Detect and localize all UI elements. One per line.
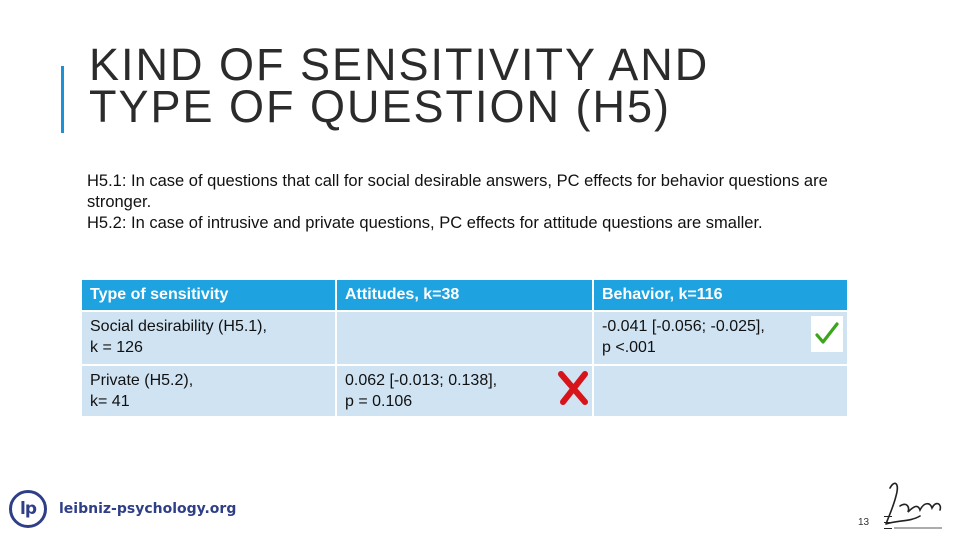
- leibniz-association-logo: [880, 476, 950, 534]
- results-table: [80, 278, 849, 418]
- cell-text: -0.041 [-0.056; -0.025], p <.001: [602, 318, 765, 356]
- cell-text: Social desirability (H5.1), k = 126: [90, 318, 267, 356]
- table-row: [82, 366, 847, 416]
- header-behavior: Behavior, k=116: [594, 280, 847, 310]
- hypotheses-text: [87, 171, 887, 234]
- header-attitudes: Attitudes, k=38: [337, 280, 592, 310]
- title-line-1: KIND OF SENSITIVITY AND: [89, 39, 710, 90]
- row-private-behavior: [594, 366, 847, 416]
- title-line-2: TYPE OF QUESTION (H5): [89, 81, 672, 132]
- row-private-type: [82, 366, 335, 416]
- row-private-attitudes: [337, 366, 592, 416]
- hypothesis-h5-1: H5.1: In case of questions that call for social desirable answers, PC effects for behavior questions are stronger.: [87, 172, 828, 211]
- header-type-of-sensitivity: Type of sensitivity: [82, 280, 335, 310]
- row-social-desirability-type: [82, 312, 335, 364]
- title-accent-bar: [61, 66, 64, 133]
- logo-text: leibniz-psychology.org: [59, 501, 237, 517]
- cross-icon: [555, 368, 591, 408]
- slide-title: [89, 39, 710, 132]
- cell-text: 0.062 [-0.013; 0.138], p = 0.106: [345, 372, 498, 410]
- row-social-desirability-attitudes: [337, 312, 592, 364]
- check-icon: [811, 316, 843, 352]
- lp-logo-mark: lp: [9, 490, 47, 528]
- cell-text: Private (H5.2), k= 41: [90, 372, 194, 410]
- row-social-desirability-behavior: [594, 312, 847, 364]
- page-number: 13: [858, 517, 870, 528]
- leibniz-psychology-logo[interactable]: [9, 490, 236, 528]
- hypothesis-h5-2: H5.2: In case of intrusive and private questions, PC effects for attitude questions are smaller.: [87, 214, 763, 232]
- table-row: [82, 312, 847, 364]
- table-header-row: [82, 280, 847, 310]
